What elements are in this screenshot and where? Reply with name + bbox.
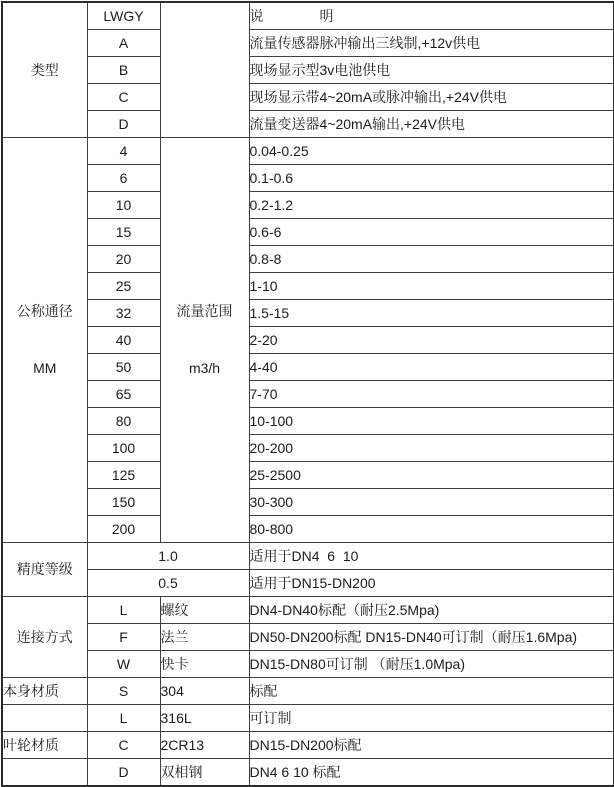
flow-range-cell: 0.04-0.25	[249, 138, 614, 165]
table-row	[2, 624, 614, 651]
table-row	[2, 84, 614, 111]
table-row	[2, 354, 614, 381]
table-row	[2, 408, 614, 435]
material-desc-cell: 标配	[249, 678, 614, 705]
table-row	[2, 138, 614, 165]
connection-desc-cell: DN4-DN40标配（耐压2.5Mpa)	[249, 597, 614, 624]
material-label-cell	[2, 705, 87, 732]
material-name-cell: 304	[160, 678, 249, 705]
flow-range-cell: 10-100	[249, 408, 614, 435]
table-row	[2, 543, 614, 570]
material-code-cell: C	[87, 732, 160, 759]
material-desc-cell: DN15-DN200标配	[249, 732, 614, 759]
desc-header-cell: 说 明	[249, 2, 614, 30]
flow-range-cell: 1-10	[249, 273, 614, 300]
table-row	[2, 597, 614, 624]
material-name-cell: 2CR13	[160, 732, 249, 759]
type-empty-cell	[160, 2, 249, 138]
type-desc-cell: 现场显示带4~20mA或脉冲输出,+24V供电	[249, 84, 614, 111]
accuracy-row-label: 精度等级	[2, 543, 87, 597]
dn-size-cell: 100	[87, 435, 160, 462]
dn-size-cell: 50	[87, 354, 160, 381]
diameter-label-line1: 公称通径	[16, 303, 73, 319]
material-label-cell	[2, 759, 87, 787]
table-row	[2, 516, 614, 543]
type-desc-cell: 流量传感器脉冲输出三线制,+12v供电	[249, 30, 614, 57]
type-code-cell: A	[87, 30, 160, 57]
dn-size-cell: 20	[87, 246, 160, 273]
table-row	[2, 462, 614, 489]
dn-size-cell: 80	[87, 408, 160, 435]
flow-range-cell: 0.8-8	[249, 246, 614, 273]
dn-size-cell: 6	[87, 165, 160, 192]
type-code-cell: C	[87, 84, 160, 111]
material-label-cell: 本身材质	[2, 678, 87, 705]
table-row	[2, 381, 614, 408]
connection-code-cell: W	[87, 651, 160, 678]
dn-size-cell: 200	[87, 516, 160, 543]
table-row	[2, 678, 614, 705]
type-desc-cell: 流量变送器4~20mA输出,+24V供电	[249, 111, 614, 138]
type-desc-cell: 现场显示型3v电池供电	[249, 57, 614, 84]
table-row	[2, 219, 614, 246]
table-row	[2, 111, 614, 138]
dn-size-cell: 4	[87, 138, 160, 165]
connection-name-cell: 快卡	[160, 651, 249, 678]
accuracy-grade-cell: 0.5	[87, 570, 249, 597]
table-row	[2, 165, 614, 192]
flow-range-cell: 0.1-0.6	[249, 165, 614, 192]
flow-range-cell: 2-20	[249, 327, 614, 354]
spec-table	[1, 1, 614, 787]
flow-range-cell: 0.6-6	[249, 219, 614, 246]
table-row	[2, 570, 614, 597]
table-row	[2, 651, 614, 678]
connection-row-label: 连接方式	[2, 597, 87, 678]
connection-desc-cell: DN50-DN200标配 DN15-DN40可订制（耐压1.6Mpa)	[249, 624, 614, 651]
type-code-cell: D	[87, 111, 160, 138]
table-row	[2, 327, 614, 354]
connection-code-cell: F	[87, 624, 160, 651]
flow-range-cell: 20-200	[249, 435, 614, 462]
dn-size-cell: 40	[87, 327, 160, 354]
flow-range-cell: 7-70	[249, 381, 614, 408]
diameter-row-label	[2, 138, 87, 543]
table-row	[2, 300, 614, 327]
accuracy-desc-cell: 适用于DN4 6 10	[249, 543, 614, 570]
connection-name-cell: 螺纹	[160, 597, 249, 624]
material-desc-cell: 可订制	[249, 705, 614, 732]
flow-range-cell: 80-800	[249, 516, 614, 543]
lwgy-header-cell: LWGY	[87, 2, 160, 30]
material-desc-cell: DN4 6 10 标配	[249, 759, 614, 787]
dn-size-cell: 125	[87, 462, 160, 489]
connection-code-cell: L	[87, 597, 160, 624]
accuracy-grade-cell: 1.0	[87, 543, 249, 570]
table-row	[2, 732, 614, 759]
table-row	[2, 192, 614, 219]
flow-range-cell: 4-40	[249, 354, 614, 381]
dn-size-cell: 32	[87, 300, 160, 327]
type-code-cell: B	[87, 57, 160, 84]
material-code-cell: S	[87, 678, 160, 705]
material-label-cell: 叶轮材质	[2, 732, 87, 759]
table-row	[2, 759, 614, 787]
connection-desc-cell: DN15-DN80可订制 （耐压1.0Mpa)	[249, 651, 614, 678]
dn-size-cell: 65	[87, 381, 160, 408]
table-row	[2, 30, 614, 57]
flow-range-cell: 0.2-1.2	[249, 192, 614, 219]
dn-size-cell: 150	[87, 489, 160, 516]
diameter-label-line2: MM	[33, 360, 57, 376]
accuracy-desc-cell: 适用于DN15-DN200	[249, 570, 614, 597]
flow-range-label-line2: m3/h	[188, 360, 221, 376]
table-row	[2, 705, 614, 732]
material-name-cell: 316L	[160, 705, 249, 732]
table-row	[2, 2, 614, 30]
table-row	[2, 57, 614, 84]
table-row	[2, 435, 614, 462]
table-row	[2, 489, 614, 516]
flow-range-cell: 30-300	[249, 489, 614, 516]
dn-size-cell: 15	[87, 219, 160, 246]
type-row-label: 类型	[2, 2, 87, 138]
flow-range-cell: 1.5-15	[249, 300, 614, 327]
flow-range-label-line1: 流量范围	[176, 303, 233, 319]
material-code-cell: L	[87, 705, 160, 732]
dn-size-cell: 25	[87, 273, 160, 300]
dn-size-cell: 10	[87, 192, 160, 219]
material-name-cell: 双相钢	[160, 759, 249, 787]
flow-range-cell: 25-2500	[249, 462, 614, 489]
table-row	[2, 273, 614, 300]
flow-range-label-cell	[160, 138, 249, 543]
material-code-cell: D	[87, 759, 160, 787]
connection-name-cell: 法兰	[160, 624, 249, 651]
table-row	[2, 246, 614, 273]
